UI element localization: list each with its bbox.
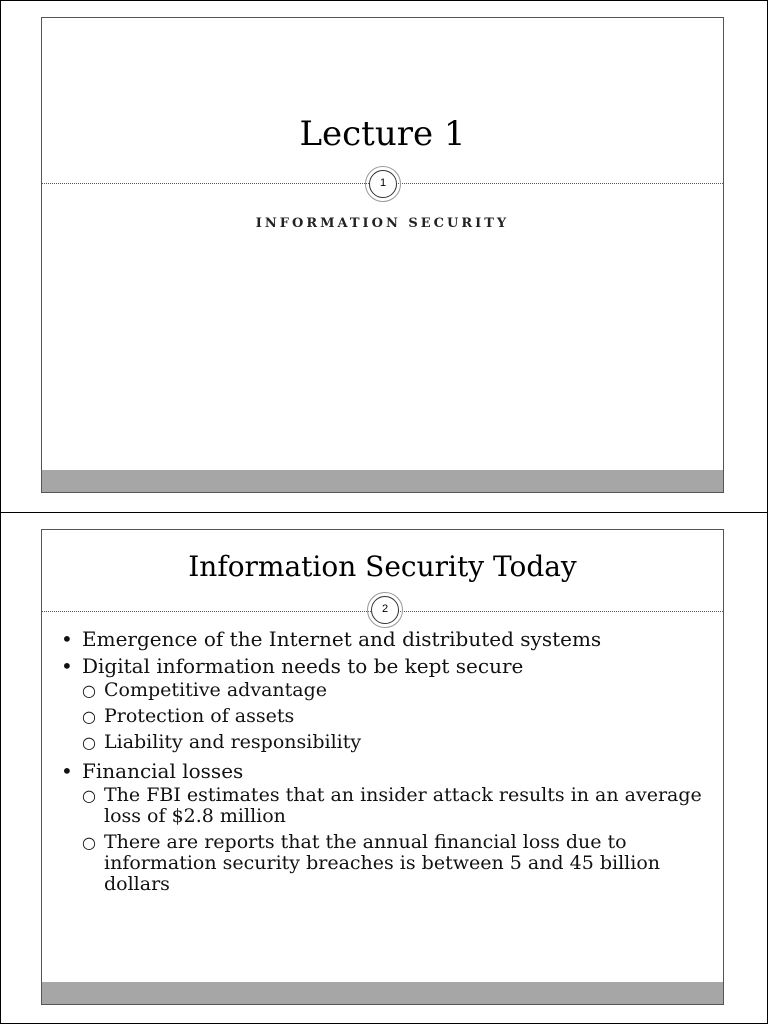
bullet-text: Emergence of the Internet and distributed systems [82,627,602,651]
sub-bullet-marker-icon: ○ [82,786,96,805]
bullet-item [60,758,710,785]
sub-bullet-item [60,732,710,753]
bullet-marker-icon: • [61,759,73,783]
slide-2-footer-bar [42,982,723,1004]
bullet-text: Digital information needs to be kept secure [82,654,524,678]
slide-1-subtitle: INFORMATION SECURITY [255,216,510,231]
bullet-item [60,626,710,653]
sub-bullet-text: Competitive advantage [104,679,327,701]
sub-bullet-marker-icon: ○ [82,733,96,752]
bullet-item [60,653,710,680]
slide-2-title: Information Security Today [188,550,577,583]
slide-2-number: 2 [381,603,389,615]
sub-bullet-item [60,785,710,827]
page-divider [0,512,768,513]
sub-bullet-item [60,680,710,701]
slide-2-bullet-list [60,626,710,900]
sub-bullet-marker-icon: ○ [82,681,96,700]
slide-1-number: 1 [379,177,387,189]
bullet-marker-icon: • [61,654,73,678]
sub-bullet-text: Liability and responsibility [104,731,362,753]
sub-bullet-item [60,706,710,727]
sub-bullet-text: The FBI estimates that an insider attack results in an average loss of $2.8 million [104,784,702,827]
sub-bullet-text: Protection of assets [104,705,295,727]
sub-bullet-item [60,832,710,895]
sub-bullet-marker-icon: ○ [82,833,96,852]
bullet-marker-icon: • [61,627,73,651]
slide-1-number-badge [369,170,397,198]
slide-1-title: Lecture 1 [299,114,466,154]
sub-bullet-marker-icon: ○ [82,707,96,726]
sub-bullet-text: There are reports that the annual financial loss due to information security breaches is between 5 and 45 billion dollars [104,831,661,895]
bullet-text: Financial losses [82,759,244,783]
slide-1 [41,17,724,493]
slide-1-footer-bar [42,470,723,492]
slide-2 [41,529,724,1005]
slide-2-number-badge [371,596,399,624]
